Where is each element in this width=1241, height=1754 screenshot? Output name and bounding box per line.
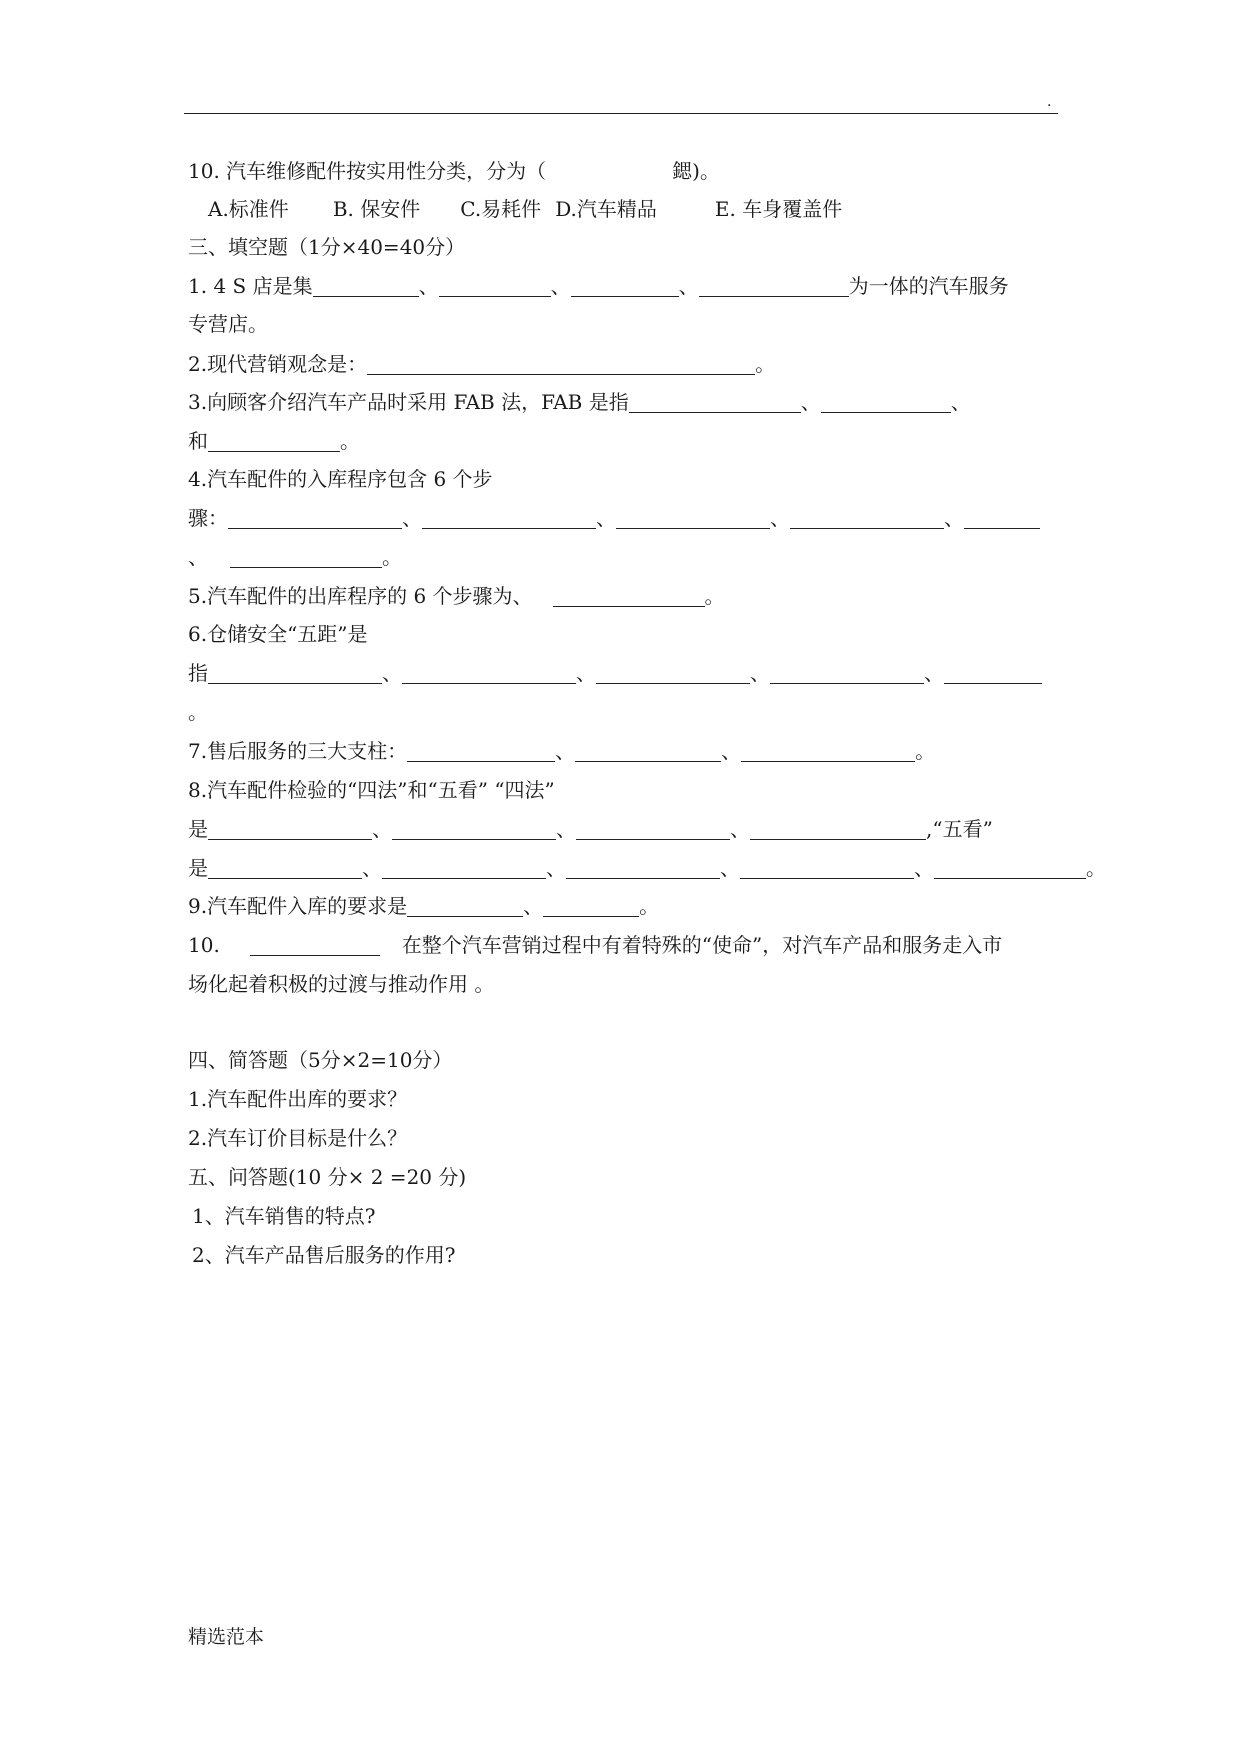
question-10-options xyxy=(208,195,842,223)
fill-8-is: 是 xyxy=(188,817,208,841)
fill-10 xyxy=(188,931,1002,959)
fill-8: 8.汽车配件检验的“四法”和“五看” “四法” xyxy=(188,778,555,802)
footer-text: 精选范本 xyxy=(188,1626,265,1648)
fill-3-cont xyxy=(188,427,360,455)
fill-3-pre: 3.向顾客介绍汽车产品时采用 FAB 法，FAB 是指 xyxy=(188,390,629,414)
section-5-q2: 2、汽车产品售后服务的作用? xyxy=(192,1243,456,1267)
blank[interactable] xyxy=(208,429,340,452)
fill-8-sifa xyxy=(188,815,993,843)
blank[interactable] xyxy=(208,817,372,840)
blank[interactable] xyxy=(566,856,720,879)
section-4-q2: 2.汽车订价目标是什么？ xyxy=(188,1126,408,1150)
blank[interactable] xyxy=(392,817,556,840)
fill-8-is: 是 xyxy=(188,856,208,880)
fill-7-end: 。 xyxy=(915,739,936,763)
blank[interactable] xyxy=(934,856,1086,879)
blank[interactable] xyxy=(944,661,1042,684)
separator: 、 xyxy=(721,739,742,763)
fill-3-end: 。 xyxy=(340,429,360,453)
fill-7 xyxy=(188,737,935,765)
fill-4: 4.汽车配件的入库程序包含 6 个步 xyxy=(188,467,493,491)
section-5-title: 五、问答题(10 分× 2 =20 分) xyxy=(188,1165,467,1189)
separator: 、 xyxy=(950,390,971,414)
fill-3-and: 和 xyxy=(188,429,208,453)
separator: 、 xyxy=(523,894,544,918)
fill-4-end: 。 xyxy=(382,545,402,569)
question-10-end: 鍶)。 xyxy=(672,159,720,183)
section-4-q1: 1.汽车配件出库的要求？ xyxy=(188,1087,408,1111)
blank[interactable] xyxy=(571,274,679,297)
blank[interactable] xyxy=(402,661,576,684)
separator: 、 xyxy=(188,545,208,569)
separator: 、 xyxy=(720,856,740,880)
fill-5-end: 。 xyxy=(704,584,725,608)
fill-5-pre: 5.汽车配件的出库程序的 6 个步骤为、 xyxy=(188,584,533,608)
blank[interactable] xyxy=(422,506,596,529)
blank[interactable] xyxy=(750,817,926,840)
fill-8-wukan: ,“五看” xyxy=(926,817,993,841)
blank[interactable] xyxy=(964,506,1040,529)
fill-1-post: 为一体的汽车服务 xyxy=(848,274,1009,298)
fill-10-post: 在整个汽车营销过程中有着特殊的“使命”，对汽车产品和服务走入市 xyxy=(401,933,1003,957)
blank[interactable] xyxy=(596,661,750,684)
blank[interactable] xyxy=(575,739,721,762)
fill-9 xyxy=(188,892,659,920)
separator: 、 xyxy=(678,274,699,298)
blank[interactable] xyxy=(250,933,380,956)
blank[interactable] xyxy=(699,274,849,297)
separator: 、 xyxy=(418,274,439,298)
header-rule xyxy=(184,113,1058,114)
section-4-title: 四、简答题（5分×2=10分） xyxy=(188,1048,453,1072)
separator: 、 xyxy=(362,856,382,880)
fill-1-cont: 专营店。 xyxy=(188,312,268,336)
separator: 、 xyxy=(750,661,770,685)
header-dot: . xyxy=(1047,94,1052,110)
question-10 xyxy=(188,157,720,185)
separator: 、 xyxy=(924,661,944,685)
separator: 、 xyxy=(556,817,576,841)
option-c: C.易耗件 xyxy=(460,197,542,221)
blank[interactable] xyxy=(313,274,419,297)
fill-6-label: 指 xyxy=(188,661,208,685)
fill-1 xyxy=(188,272,1009,300)
fill-10-num: 10. xyxy=(188,933,220,957)
separator: 、 xyxy=(730,817,750,841)
separator: 、 xyxy=(382,661,402,685)
blank[interactable] xyxy=(382,856,546,879)
blank[interactable] xyxy=(821,390,951,413)
blank[interactable] xyxy=(616,506,770,529)
option-e: E. 车身覆盖件 xyxy=(714,197,843,221)
separator: 、 xyxy=(770,506,790,530)
fill-10-cont: 场化起着积极的过渡与推动作用 。 xyxy=(188,972,495,996)
separator: 、 xyxy=(555,739,576,763)
blank[interactable] xyxy=(439,274,551,297)
separator: 、 xyxy=(596,506,616,530)
blank[interactable] xyxy=(230,545,382,568)
option-d: D.汽车精品 xyxy=(555,197,657,221)
separator: 、 xyxy=(402,506,422,530)
blank[interactable] xyxy=(407,894,523,917)
fill-2-end: 。 xyxy=(755,352,776,376)
fill-2 xyxy=(188,350,775,378)
blank[interactable] xyxy=(208,856,362,879)
fill-2-pre: 2.现代营销观念是： xyxy=(188,352,368,376)
fill-6-end: 。 xyxy=(188,700,208,724)
separator: 、 xyxy=(550,274,571,298)
fill-8-end: 。 xyxy=(1086,856,1106,880)
separator: 、 xyxy=(546,856,566,880)
blank[interactable] xyxy=(740,856,914,879)
option-b: B. 保安件 xyxy=(332,197,421,221)
option-a: A.标准件 xyxy=(208,197,289,221)
fill-1-pre: 1. 4 S 店是集 xyxy=(188,274,313,298)
blank[interactable] xyxy=(770,661,924,684)
fill-4-label: 骤： xyxy=(188,506,228,530)
fill-7-pre: 7.售后服务的三大支柱： xyxy=(188,739,408,763)
blank[interactable] xyxy=(543,894,639,917)
fill-9-end: 。 xyxy=(639,894,660,918)
separator: 、 xyxy=(576,661,596,685)
blank[interactable] xyxy=(228,506,402,529)
blank[interactable] xyxy=(741,739,915,762)
fill-4-cont2 xyxy=(188,543,402,571)
separator: 、 xyxy=(372,817,392,841)
fill-9-pre: 9.汽车配件入库的要求是 xyxy=(188,894,408,918)
separator: 、 xyxy=(800,390,821,414)
blank[interactable] xyxy=(576,817,730,840)
blank[interactable] xyxy=(553,584,705,607)
blank[interactable] xyxy=(790,506,944,529)
fill-8-wukan-line xyxy=(188,854,1106,882)
fill-5 xyxy=(188,582,725,610)
blank[interactable] xyxy=(407,739,555,762)
question-10-text: 10. 汽车维修配件按实用性分类，分为（ xyxy=(188,159,547,183)
fill-3 xyxy=(188,388,971,416)
blank[interactable] xyxy=(367,352,755,375)
blank[interactable] xyxy=(208,661,382,684)
fill-6-cont xyxy=(188,659,1042,687)
separator: 、 xyxy=(914,856,934,880)
separator: 、 xyxy=(944,506,964,530)
fill-6: 6.仓储安全“五距”是 xyxy=(188,622,368,646)
section-5-q1: 1、汽车销售的特点? xyxy=(192,1204,376,1228)
section-3-title: 三、填空题（1分×40=40分） xyxy=(188,235,466,259)
blank[interactable] xyxy=(629,390,801,413)
fill-4-cont xyxy=(188,504,1040,532)
